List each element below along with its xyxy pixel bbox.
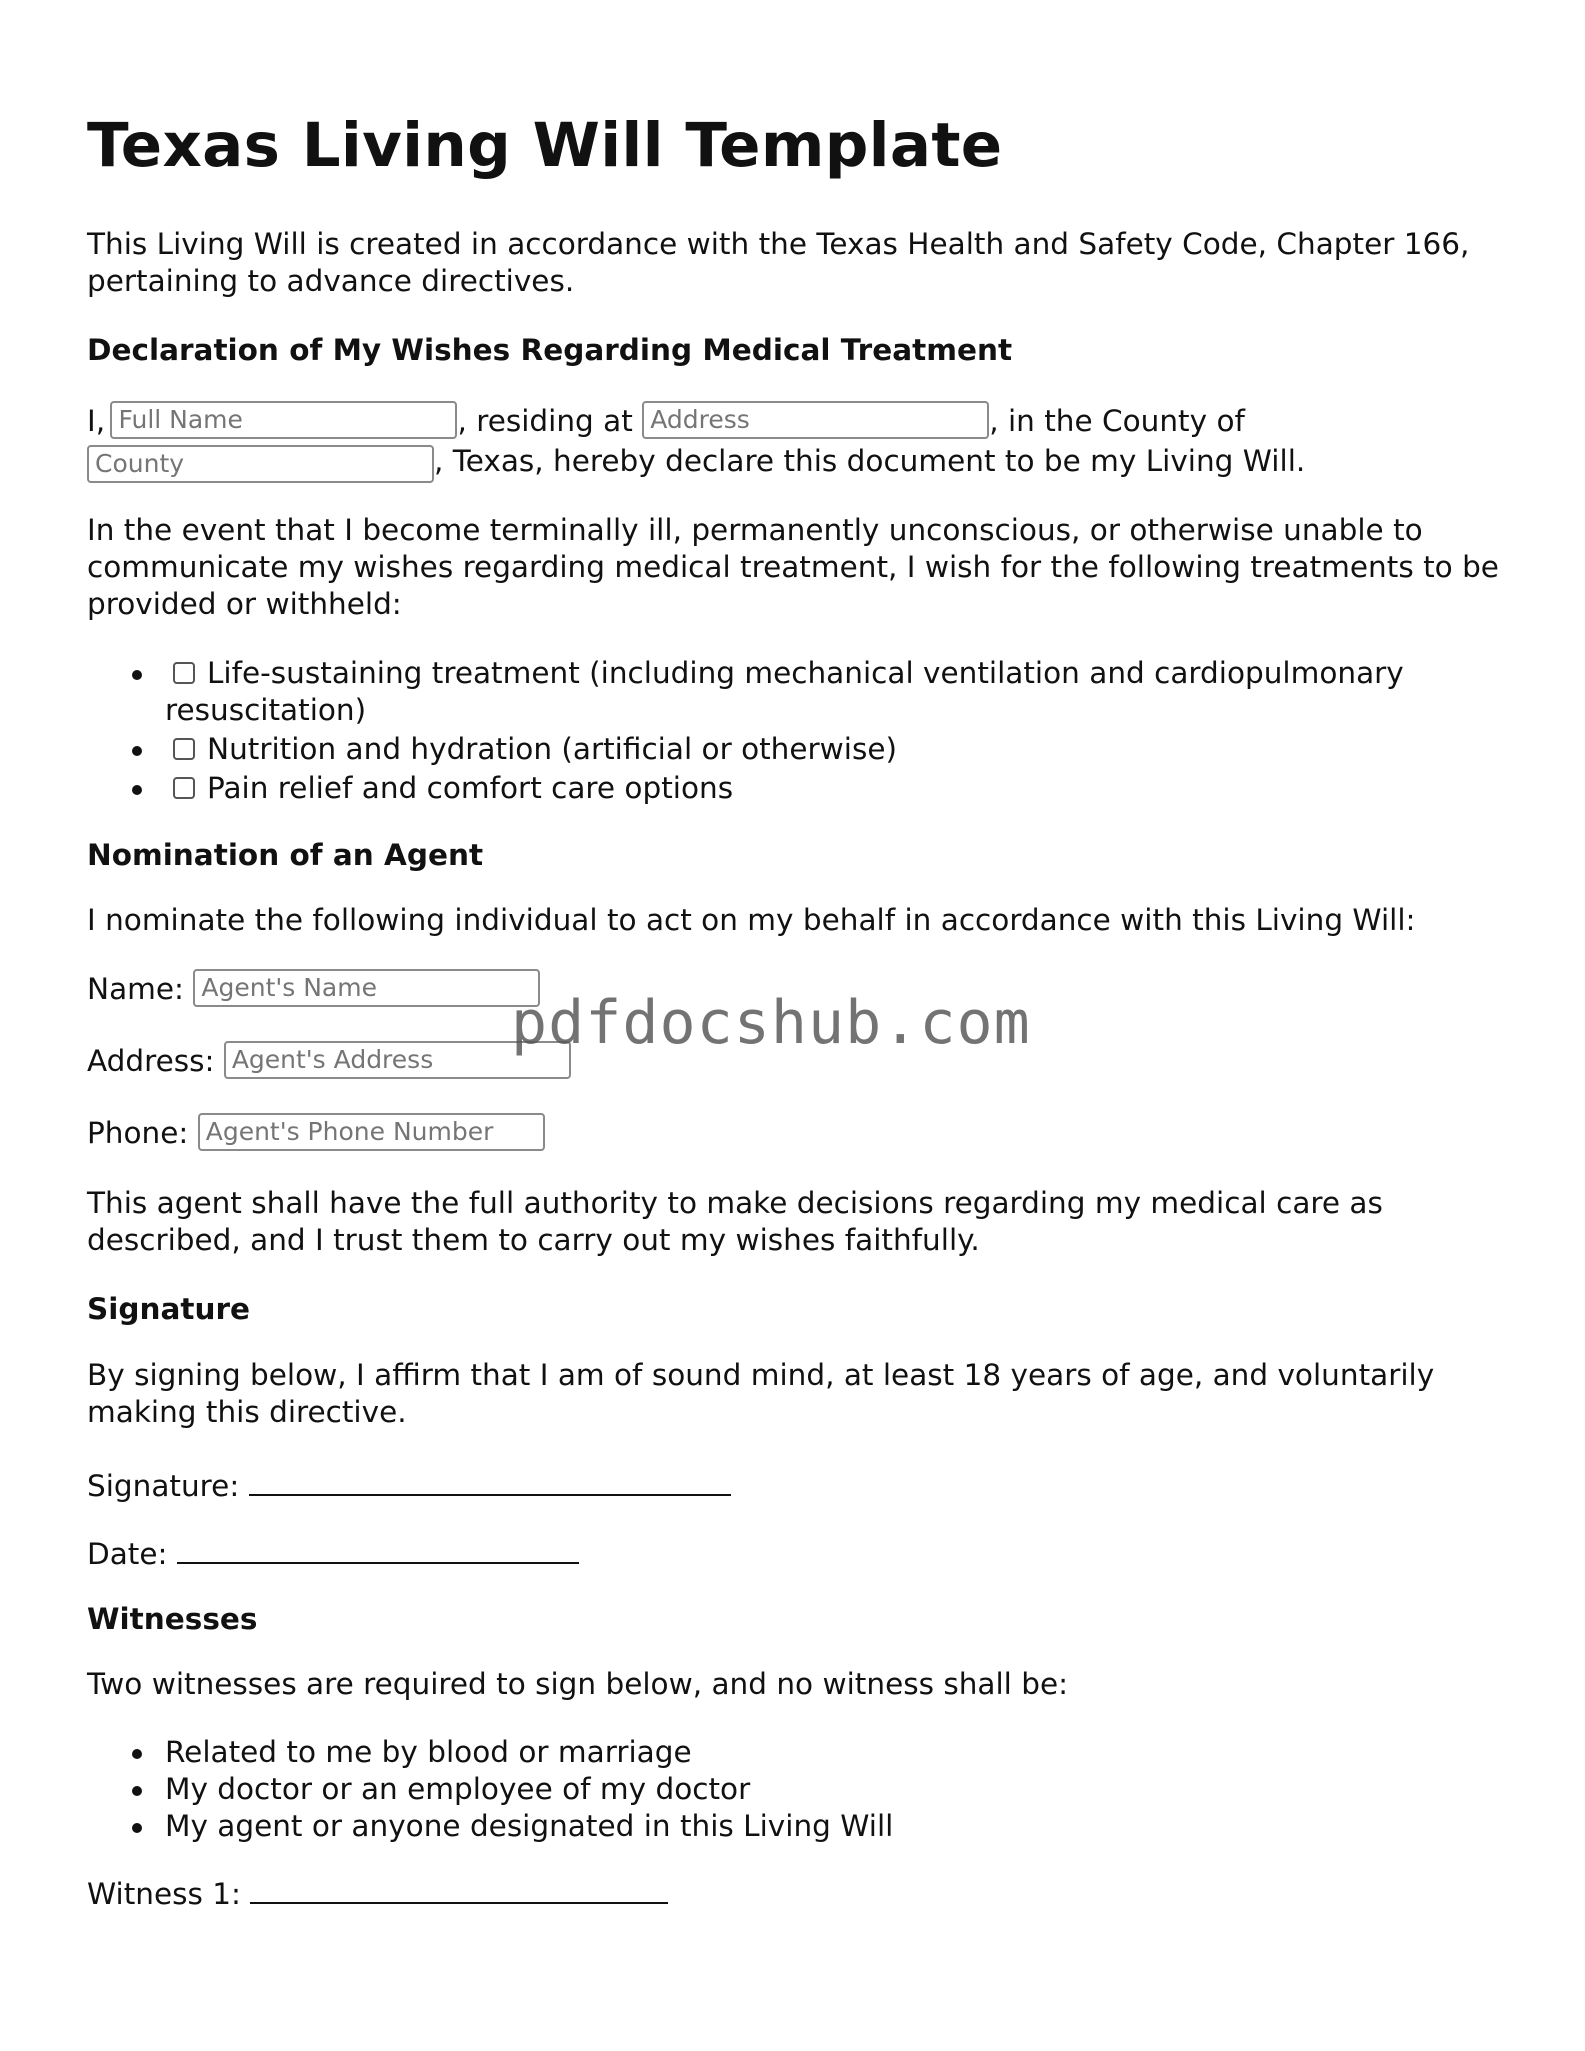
full-name-input[interactable] bbox=[110, 401, 457, 439]
witnesses-intro: Two witnesses are required to sign below, and no witness shall be: bbox=[87, 1667, 1069, 1701]
witnesses-heading: Witnesses bbox=[87, 1602, 258, 1636]
affirm-paragraph: By signing below, I affirm that I am of sound mind, at least 18 years of age, and voluntarily making this directive. bbox=[87, 1358, 1435, 1429]
signature-row bbox=[87, 1464, 1507, 1505]
witness-rule: Related to me by blood or marriage bbox=[87, 1734, 1507, 1771]
treatment-option-label: Nutrition and hydration (artificial or otherwise) bbox=[207, 732, 898, 766]
intro-paragraph: This Living Will is created in accordance with the Texas Health and Safety Code, Chapter 166, pertaining to advance directives. bbox=[87, 227, 1470, 298]
checkbox[interactable] bbox=[173, 777, 195, 799]
signature-line[interactable] bbox=[249, 1464, 731, 1496]
watermark-text: pdfdocshub.com bbox=[511, 988, 1031, 1058]
agent-name-label: Name: bbox=[87, 972, 184, 1006]
agent-phone-label: Phone: bbox=[87, 1116, 189, 1150]
signature-heading: Signature bbox=[87, 1292, 251, 1326]
treatment-option-label: Life-sustaining treatment (including mechanical ventilation and cardiopulmonary resuscitation) bbox=[165, 656, 1404, 727]
declaration-paragraph bbox=[87, 401, 1507, 483]
witness1-line[interactable] bbox=[250, 1872, 668, 1904]
declaration-mid2: , in the County of bbox=[989, 404, 1245, 438]
declaration-prefix: I, bbox=[87, 404, 106, 438]
declaration-mid1: , residing at bbox=[457, 404, 633, 438]
witness-rules-list bbox=[87, 1734, 1507, 1845]
agent-name-input[interactable] bbox=[193, 969, 540, 1007]
treatment-option bbox=[87, 655, 1507, 729]
witness1-row bbox=[87, 1872, 1507, 1913]
treatment-option-label: Pain relief and comfort care options bbox=[207, 771, 734, 805]
event-paragraph: In the event that I become terminally ill, permanently unconscious, or otherwise unable to communicate my wishes regarding medical treatment, I wish for the following treatments to be provided or withheld: bbox=[87, 513, 1499, 621]
address-input[interactable] bbox=[642, 401, 989, 439]
treatment-option bbox=[87, 731, 1507, 768]
county-input[interactable] bbox=[87, 445, 434, 483]
checkbox[interactable] bbox=[173, 738, 195, 760]
agent-intro: I nominate the following individual to act on my behalf in accordance with this Living Will: bbox=[87, 903, 1416, 937]
declaration-heading: Declaration of My Wishes Regarding Medical Treatment bbox=[87, 333, 1013, 367]
date-label: Date: bbox=[87, 1537, 168, 1571]
witness-rule: My agent or anyone designated in this Living Will bbox=[87, 1808, 1507, 1845]
checkbox[interactable] bbox=[173, 662, 195, 684]
treatment-option bbox=[87, 770, 1507, 807]
treatment-options-list bbox=[87, 655, 1507, 807]
signature-label: Signature: bbox=[87, 1469, 240, 1503]
agent-address-label: Address: bbox=[87, 1044, 215, 1078]
agent-phone-row bbox=[87, 1115, 1507, 1152]
date-line[interactable] bbox=[177, 1532, 579, 1564]
document-title: Texas Living Will Template bbox=[87, 110, 1003, 181]
declaration-suffix: , Texas, hereby declare this document to be my Living Will. bbox=[434, 444, 1306, 478]
witness-rule: My doctor or an employee of my doctor bbox=[87, 1771, 1507, 1808]
agent-phone-input[interactable] bbox=[198, 1113, 545, 1151]
witness1-label: Witness 1: bbox=[87, 1877, 241, 1911]
date-row bbox=[87, 1532, 1507, 1573]
agent-authority-paragraph: This agent shall have the full authority to make decisions regarding my medical care as described, and I trust them to carry out my wishes faithfully. bbox=[87, 1186, 1383, 1257]
agent-heading: Nomination of an Agent bbox=[87, 838, 484, 872]
